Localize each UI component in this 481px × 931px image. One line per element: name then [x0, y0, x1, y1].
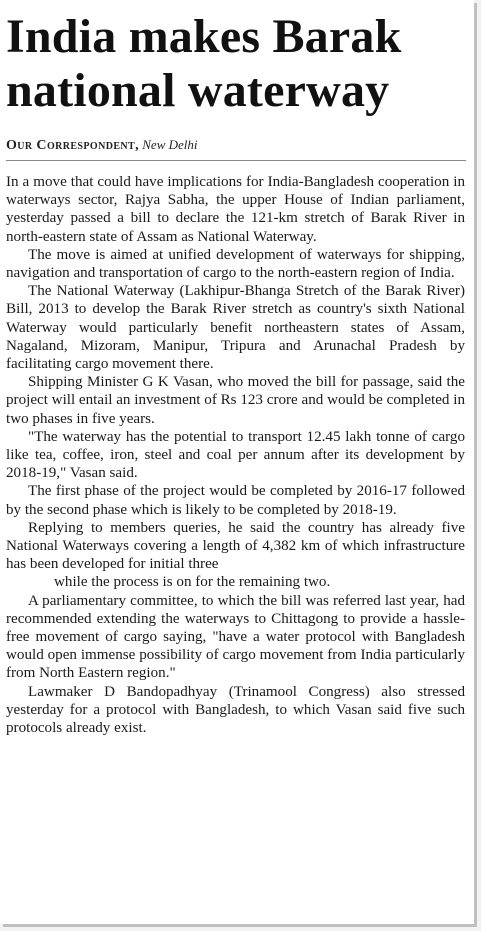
paragraph: while the process is on for the remaining two. [54, 574, 331, 591]
byline-divider [6, 160, 466, 161]
headline-line-1: India makes Barak [6, 10, 402, 63]
byline-place: New Delhi [142, 137, 198, 152]
byline-author: Our Correspondent, [6, 138, 139, 153]
paragraph: The National Waterway (Lakhipur-Bhanga Stretch of the Barak River) Bill, 2013 to develop the Barak River stretch as country's sixth National Waterway would particularly benefit northeastern states of Assam, Nagaland, Mizoram, Manipur, Tripura and Arunachal Pradesh by facilitating cargo movement there. [6, 283, 465, 373]
paragraph: Shipping Minister G K Vasan, who moved the bill for passage, said the project will entail an investment of Rs 123 crore and would be completed in two phases in five years. [6, 374, 465, 427]
paragraph: A parliamentary committee, to which the bill was referred last year, had recommended extending the waterways to Chittagong to provide a hassle-free movement of cargo saying, "have a water protocol with Bangladesh would open immense possibility of cargo movement from India particularly from North Eastern region." [6, 592, 465, 682]
paragraph: In a move that could have implications for India-Bangladesh cooperation in waterways sector, Rajya Sabha, the upper House of Indian parliament, yesterday passed a bill to declare the 121-km stretch of Barak River in north-eastern state of Assam as National Waterway. [6, 174, 465, 245]
paragraph: Replying to members queries, he said the country has already five National Waterways covering a length of 4,382 km of which infrastructure has been developed for initial three [6, 519, 465, 573]
article-body [6, 173, 465, 737]
paragraph: Lawmaker D Bandopadhyay (Trinamool Congress) also stressed yesterday for a protocol with Bangladesh, to which Vasan said five such protocols already exist. [6, 683, 465, 737]
paragraph: "The waterway has the potential to transport 12.45 lakh tonne of cargo like tea, coffee, iron, steel and coal per annum after its development by 2018-19," Vasan said. [6, 428, 465, 482]
paragraph: The first phase of the project would be completed by 2016-17 followed by the second phase which is likely to be completed by 2018-19. [6, 483, 465, 518]
headline [6, 10, 472, 118]
paragraph: The move is aimed at unified development of waterways for shipping, navigation and transportation of cargo to the north-eastern region of India. [6, 246, 465, 282]
headline-line-2: national waterway [6, 64, 390, 117]
byline [6, 137, 198, 154]
